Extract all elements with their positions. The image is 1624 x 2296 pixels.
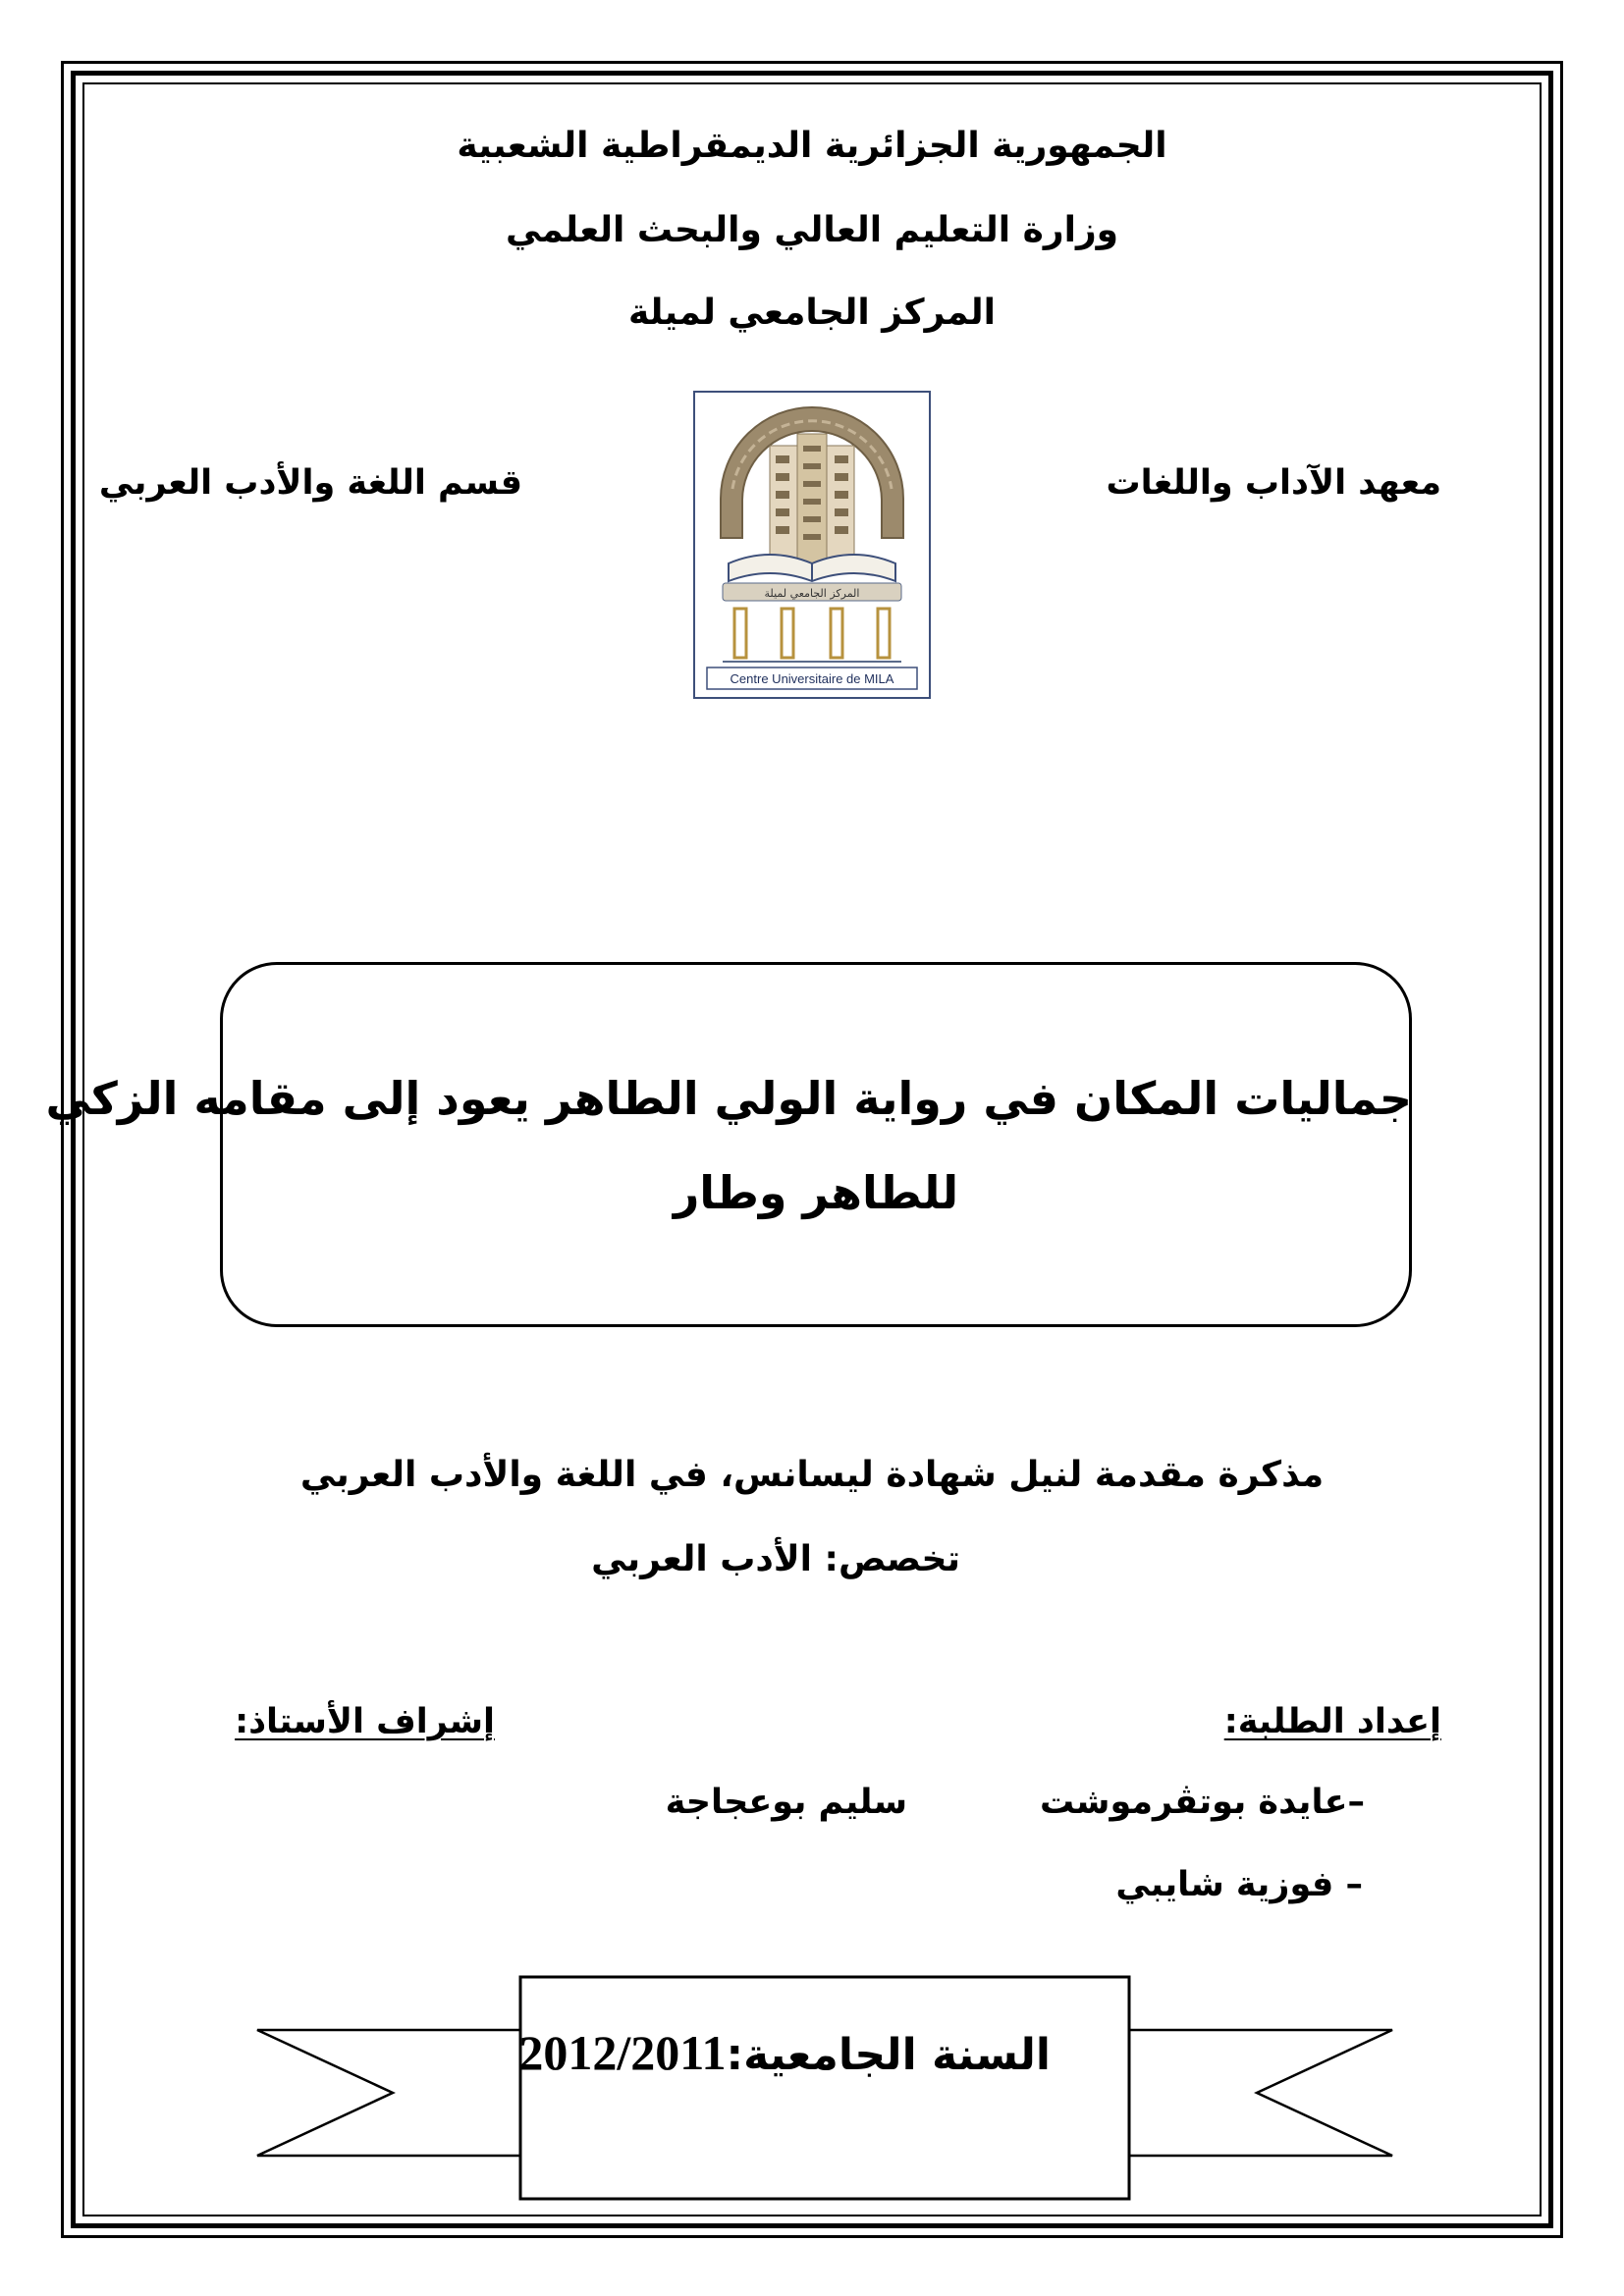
- thesis-title-line2: للطاهر وطار: [673, 1166, 959, 1219]
- header-ministry: وزارة التعليم العالي والبحث العلمي: [505, 210, 1119, 250]
- specialization: تخصص: الأدب العربي: [591, 1539, 960, 1579]
- supervisor-name: سليم بوعجاجة: [665, 1783, 907, 1822]
- student-name-1: –عايدة بوتڤرموشت: [1039, 1783, 1365, 1822]
- supervision-label: إشراف الأستاذ:: [235, 1702, 495, 1741]
- logo-arabic-text: المركز الجامعي لميلة: [764, 587, 860, 600]
- academic-year-label: السنة الجامعية:: [726, 2030, 1051, 2080]
- institute-name: معهد الآداب واللغات: [1106, 463, 1441, 503]
- prepared-by-label: إعداد الطلبة:: [1223, 1702, 1441, 1741]
- thesis-title-line1: جماليات المكان في رواية الولي الطاهر يعود إلى مقامه الزكي: [45, 1072, 1412, 1125]
- title-box: [45, 962, 1412, 1327]
- student-name-2: – فوزية شايبي: [1115, 1865, 1363, 1904]
- header-university: المركز الجامعي لميلة: [627, 293, 996, 333]
- academic-year: [520, 2024, 1051, 2081]
- header-republic: الجمهورية الجزائرية الديمقراطية الشعبية: [457, 126, 1167, 166]
- academic-year-value: 2012/2011: [518, 2025, 727, 2080]
- university-logo: [693, 391, 931, 699]
- year-ribbon: [245, 1975, 1404, 2201]
- degree-statement: مذكرة مقدمة لنيل شهادة ليسانس، في اللغة والأدب العربي: [299, 1455, 1325, 1495]
- department-name: قسم اللغة والأدب العربي: [98, 463, 522, 503]
- logo-latin-text: Centre Universitaire de MILA: [730, 671, 894, 686]
